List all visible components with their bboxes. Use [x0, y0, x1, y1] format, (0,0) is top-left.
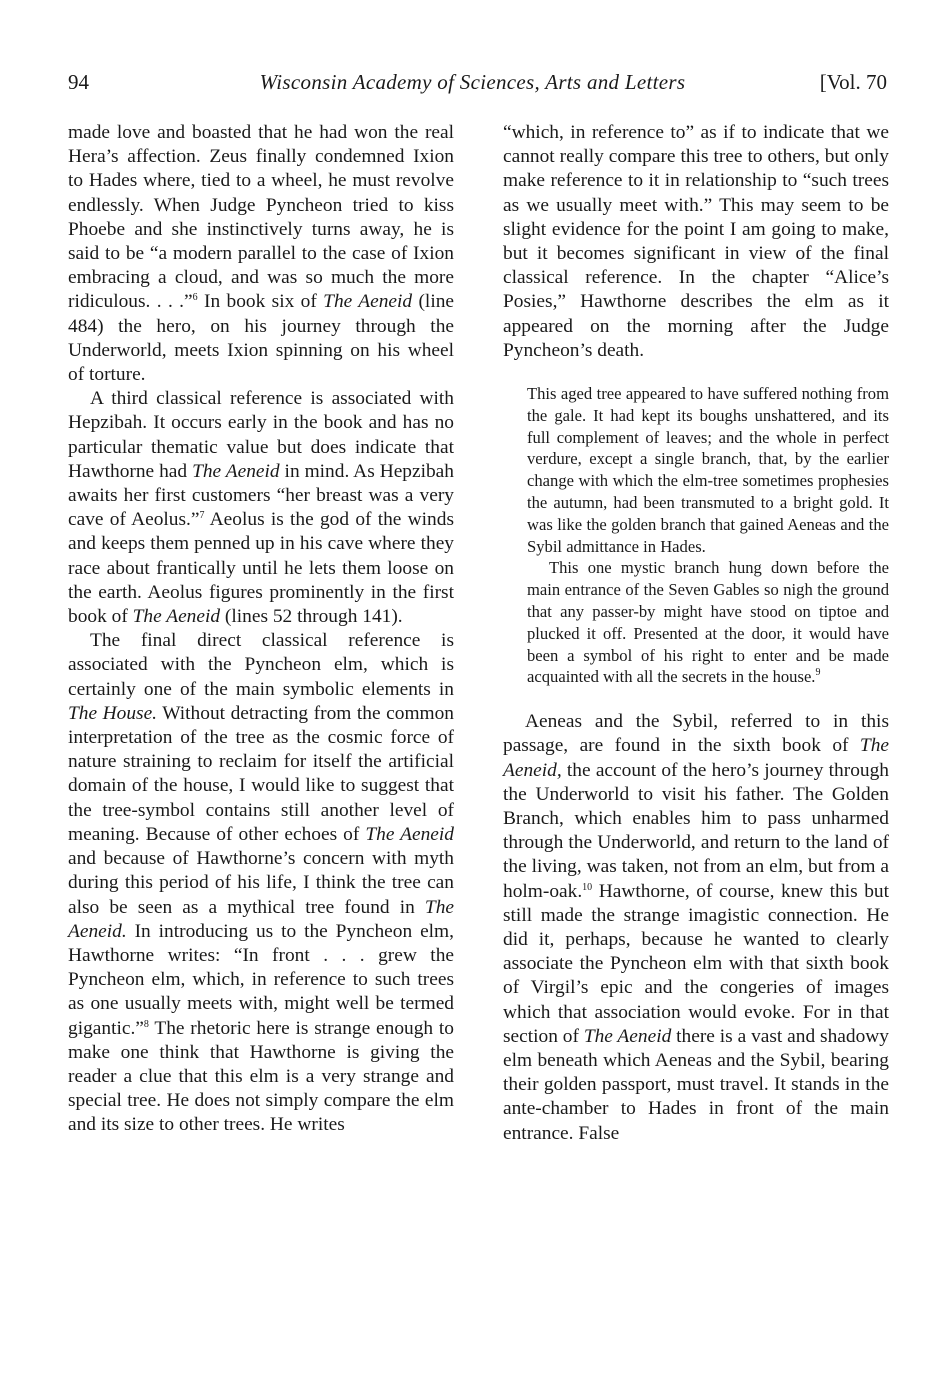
footnote-ref: 7 — [199, 510, 205, 522]
book-title: The House. — [68, 702, 158, 724]
footnote-ref: 6 — [192, 292, 198, 304]
paragraph-hepzibah — [68, 387, 454, 629]
text-run: The final direct classical reference is associated with the Pyncheon elm, which is certainly one of the main symbolic elements in — [68, 630, 454, 700]
text-run: Aeolus is the god of the winds and keeps them penned up in his cave where they race about frantically until he lets them loose on the earth. Aeolus figures prominently in the first book of — [68, 509, 454, 628]
footnote-ref: 10 — [582, 881, 593, 893]
quote-paragraph: This aged tree appeared to have suffered nothing from the gale. It had kept its boughs unshattered, and its full complement of leaves; and the whole in perfect verdure, except a single branch, that, by the earlier change with which the elm-tree sometimes prophesies the autumn, had been transmuted to a bright gold. It was like the golden branch that gained Aeneas and the Sybil admittance in Hades. — [527, 384, 889, 556]
text-run: Aeneas and the Sybil, referred to in this passage, are found in the sixth book of — [503, 711, 889, 757]
book-title: The Aeneid — [583, 1025, 672, 1047]
footnote-ref: 8 — [143, 1018, 149, 1030]
text-run: (lines 52 through 141). — [220, 606, 403, 628]
text-run: Without detracting from the common interpretation of the tree as the cosmic force of nature straining to reclaim for itself the artificial domain of the house, I would like to suggest that the tree-symbol contains still another level of meaning. Because of other echoes of — [68, 702, 455, 845]
text-run: A third classical reference is associated with Hepzibah. It occurs early in the book and has no particular thematic value but does indicate that Hawthorne had — [68, 388, 454, 482]
book-title: The Aeneid. — [68, 896, 454, 942]
block-quote — [527, 383, 889, 688]
journal-title: Wisconsin Academy of Sciences, Arts and Letters — [259, 70, 686, 94]
running-header — [0, 70, 945, 104]
text-run: The rhetoric here is strange enough to make one think that Hawthorne is giving the reader a clue that this elm is a very strange and special tree. He does not simply compare the elm and its size to other trees. He writes — [68, 1017, 454, 1136]
text-run: made love and boasted that he had won the real Hera’s affection. Zeus finally condemned Ixion to Hades where, tied to a wheel, he must revolve endlessly. When Judge Pyncheon tried to kiss Phoebe and she instinctively turns away, he is said to be “a modern parallel to the case of Ixion embracing a cloud, and was so much the more ridiculous. . . .” — [68, 122, 454, 313]
book-title: The Aeneid — [365, 823, 454, 845]
volume-label: [Vol. 70 — [819, 70, 887, 94]
book-title: The Aeneid — [323, 291, 413, 313]
footnote-ref: 9 — [815, 667, 821, 679]
text-run: (line 484) the hero, on his journey through the Underworld, meets Ixion spinning on his wheel of torture. — [68, 291, 455, 386]
text-run: In introducing us to the Pyncheon elm, Hawthorne writes: “In front . . . grew the Pyncheon elm, which, in reference to such trees as one usually meets with, might well be termed gigantic.” — [68, 920, 454, 1039]
text-run: In book six of — [197, 291, 324, 313]
book-title: The Aeneid — [132, 606, 221, 628]
text-run: Hawthorne, of course, knew this but still made the strange imagistic connection. He did it, perhaps, because he wanted to clearly associate the Pyncheon elm with that sixth book of Virgil’s epic and the congeries of images which that association would evoke. For in that section of — [503, 880, 889, 1047]
quote-paragraph — [527, 557, 889, 688]
left-column — [68, 121, 454, 1138]
book-title: The Aeneid, — [503, 735, 889, 781]
book-title: The Aeneid — [192, 460, 280, 482]
text-run: the account of the hero’s journey through the Underworld to visit his father. The Golden Branch, which enables him to pass unharmed through the Underworld, and return to the land of the living, was taken, not from an elm, but from a holm-oak. — [503, 759, 889, 902]
text-run: This one mystic branch hung down before the main entrance of the Seven Gables so nigh the ground that any passer-by might have stood on tiptoe and plucked it off. Presented at the door, it would have been a symbol of his right to enter and be made acquainted with all the secrets in the house. — [527, 558, 889, 687]
text-run: in mind. As Hepzibah awaits her first customers “her breast was a very cave of Aeolus.” — [68, 460, 454, 531]
page-number: 94 — [68, 70, 89, 94]
text-run: there is a vast and shadowy elm beneath which Aeneas and the Sybil, bearing their golden passport, must travel. It stands in the ante-chamber to Hades in front of the main entrance. False — [503, 1025, 889, 1144]
right-column — [503, 121, 889, 1146]
paragraph-continuation: “which, in reference to” as if to indicate that we cannot really compare this tree to others, but only make reference to it in relationship to “such trees as we usually meet with.” This may seem to be slight evidence for the point I am going to make, but it becomes significant in view of the final classical reference. In the chapter “Alice’s Posies,” Hawthorne describes the elm as it appeared on the morning after the Judge Pyncheon’s death. — [503, 122, 889, 361]
text-run: and because of Hawthorne’s concern with myth during this period of his life, I think the tree can also be seen as a mythical tree found in — [68, 848, 454, 918]
paragraph-aeneas-sybil — [503, 710, 889, 1146]
paragraph-ixion — [68, 121, 454, 387]
paragraph-pyncheon-elm — [68, 629, 454, 1137]
